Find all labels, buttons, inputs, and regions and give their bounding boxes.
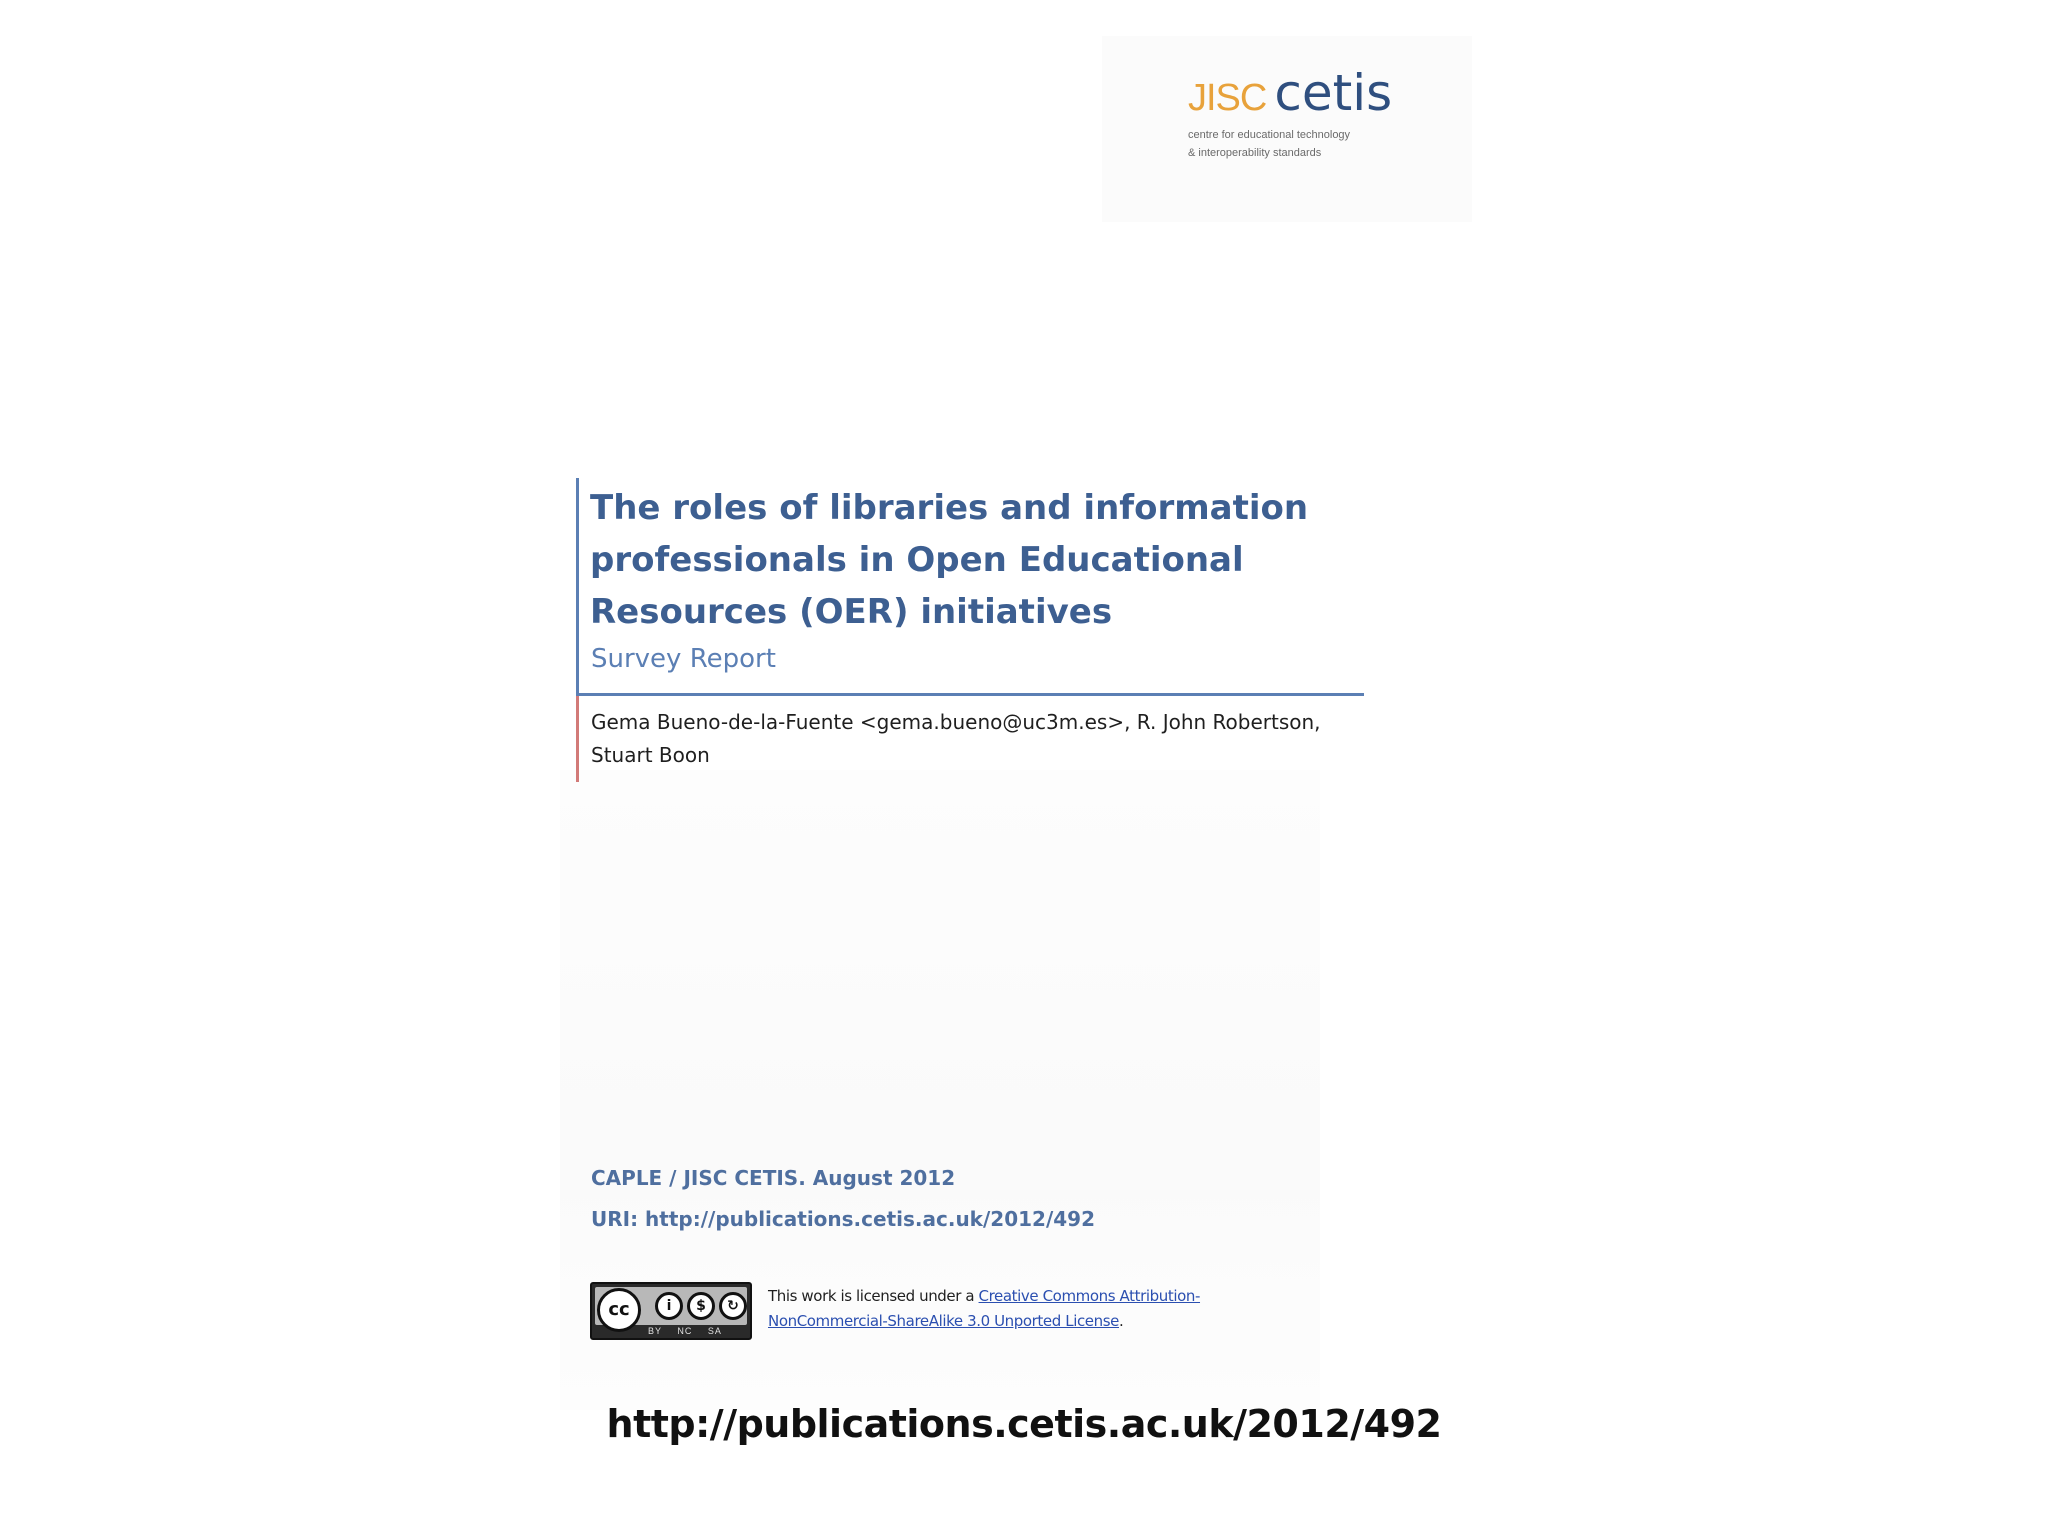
document-authors: Gema Bueno-de-la-Fuente <gema.bueno@uc3m.es>, R. John Robertson, Stuart Boon xyxy=(591,710,1321,767)
logo-tagline-line2: & interoperability standards xyxy=(1188,147,1322,159)
title-accent-rule xyxy=(576,478,579,694)
license-link[interactable]: Creative Commons Attribution-NonCommercial-ShareAlike 3.0 Unported License xyxy=(768,1287,1201,1330)
document-title: The roles of libraries and information professionals in Open Educational Resources (OER) initiatives xyxy=(590,488,1309,632)
document-subtitle: Survey Report xyxy=(591,644,776,674)
logo-tagline-line1: centre for educational technology xyxy=(1188,129,1351,141)
logo-tagline xyxy=(1188,126,1350,162)
cc-license-badge[interactable] xyxy=(590,1282,752,1340)
license-statement xyxy=(768,1284,1288,1334)
cc-badge-icons xyxy=(595,1287,747,1325)
license-prefix: This work is licensed under a xyxy=(768,1287,979,1305)
logo-wordmark xyxy=(1188,64,1393,122)
noncommercial-icon: $ xyxy=(687,1292,715,1320)
jisc-cetis-logo xyxy=(1102,36,1472,222)
publication-url-caption: http://publications.cetis.ac.uk/2012/492 xyxy=(606,1402,1442,1446)
author-accent-rule xyxy=(576,696,579,782)
cc-icon: cc xyxy=(597,1288,641,1332)
publisher-line: CAPLE / JISC CETIS. August 2012 xyxy=(591,1166,956,1190)
sharealike-icon: ↻ xyxy=(719,1292,747,1320)
logo-cetis-text: cetis xyxy=(1274,64,1393,122)
document-uri: URI: http://publications.cetis.ac.uk/2012/492 xyxy=(591,1207,1096,1231)
cc-badge-labels: BY NC SA xyxy=(648,1326,722,1336)
title-divider xyxy=(576,693,1364,696)
logo-jisc-text: JISC xyxy=(1188,77,1267,119)
license-suffix: . xyxy=(1119,1312,1124,1330)
by-attribution-icon: i xyxy=(655,1292,683,1320)
